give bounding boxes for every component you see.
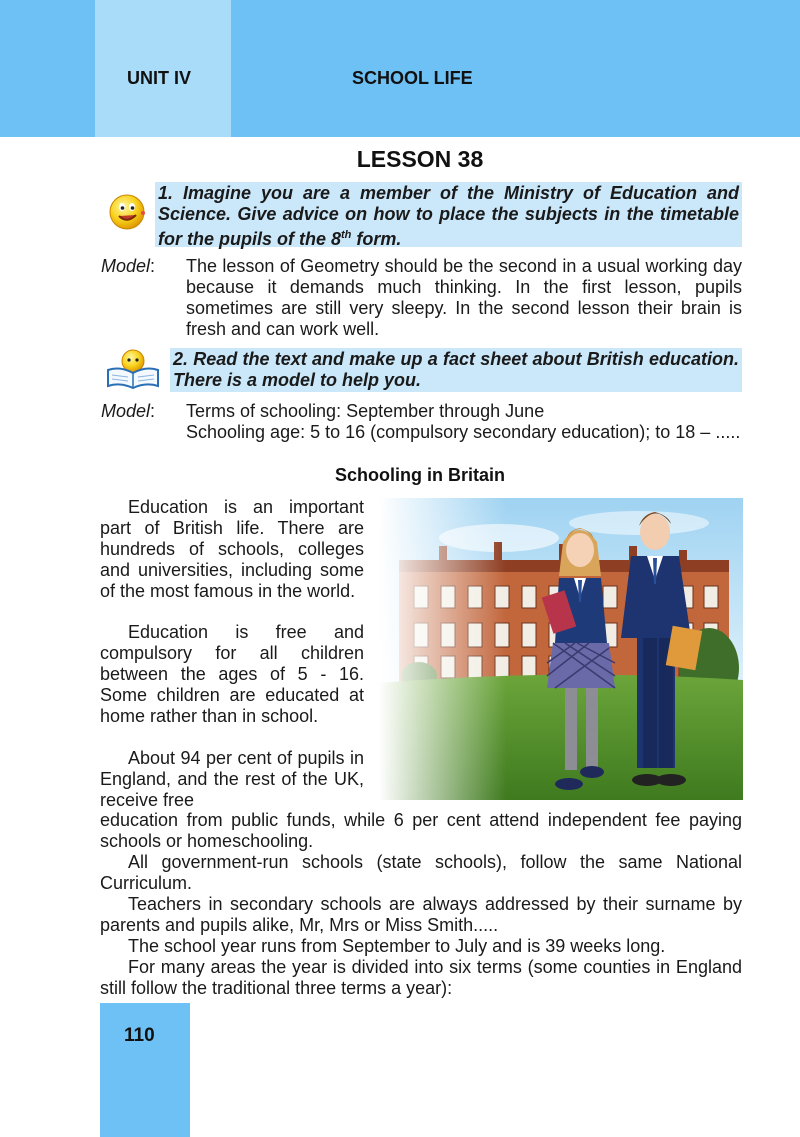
model-2-line-2: Schooling age: 5 to 16 (compulsory secondary education); to 18 – ..... (186, 422, 741, 442)
school-illustration (379, 498, 743, 800)
model-2-label: Model: (101, 401, 156, 421)
article-title: Schooling in Britain (335, 465, 505, 485)
lesson-title: LESSON 38 (356, 146, 484, 172)
model-2-text (186, 401, 742, 443)
article-paragraph-6: The school year runs from September to July and is 39 weeks long. (128, 936, 666, 956)
article-paragraph-7: For many areas the year is divided into six terms (some counties in England still follow the traditional three terms a year): (100, 957, 742, 998)
article-paragraph-3: About 94 per cent of pupils in England, and the rest of the UK, receive free (100, 748, 364, 810)
article-paragraph-4: All government-run schools (state schools), follow the same National Curriculum. (100, 852, 742, 893)
article-paragraph-3-continued: education from public funds, while 6 per cent attend independent fee paying schools or homeschooling. (100, 810, 742, 851)
model-1-text: The lesson of Geometry should be the second in a usual working day because it demands much thinking. In the first lesson, pupils sometimes are still very sleepy. In the second lesson their brain is fresh and can work well. (186, 256, 742, 339)
page-number-tab (100, 1003, 190, 1137)
article-paragraph-5: Teachers in secondary schools are always addressed by their surname by parents and pupils alike, Mr, Mrs or Miss Smith..... (100, 894, 742, 935)
article-paragraph-1: Education is an important part of British life. There are hundreds of schools, colleges and universities, including some of the most famous in the world. (100, 497, 364, 601)
section-title: SCHOOL LIFE (352, 68, 473, 88)
task-1-instruction: 1. Imagine you are a member of the Ministry of Education and Science. Give advice on how to place the subjects in the timetable for the pupils of the 8th form. (155, 182, 742, 247)
open-book-icon (106, 348, 160, 390)
article-paragraph-2: Education is free and compulsory for all children between the ages of 5 - 16. Some children are educated at home rather than in school. (100, 622, 364, 726)
model-2-line-1: Terms of schooling: September through June (186, 401, 545, 421)
unit-label: UNIT IV (127, 68, 192, 88)
page-number: 110 (124, 1025, 155, 1046)
smiley-face-icon (108, 193, 146, 231)
model-1-label: Model: (101, 256, 156, 276)
task-2-instruction: 2. Read the text and make up a fact sheet about British education. There is a model to help you. (170, 348, 742, 392)
